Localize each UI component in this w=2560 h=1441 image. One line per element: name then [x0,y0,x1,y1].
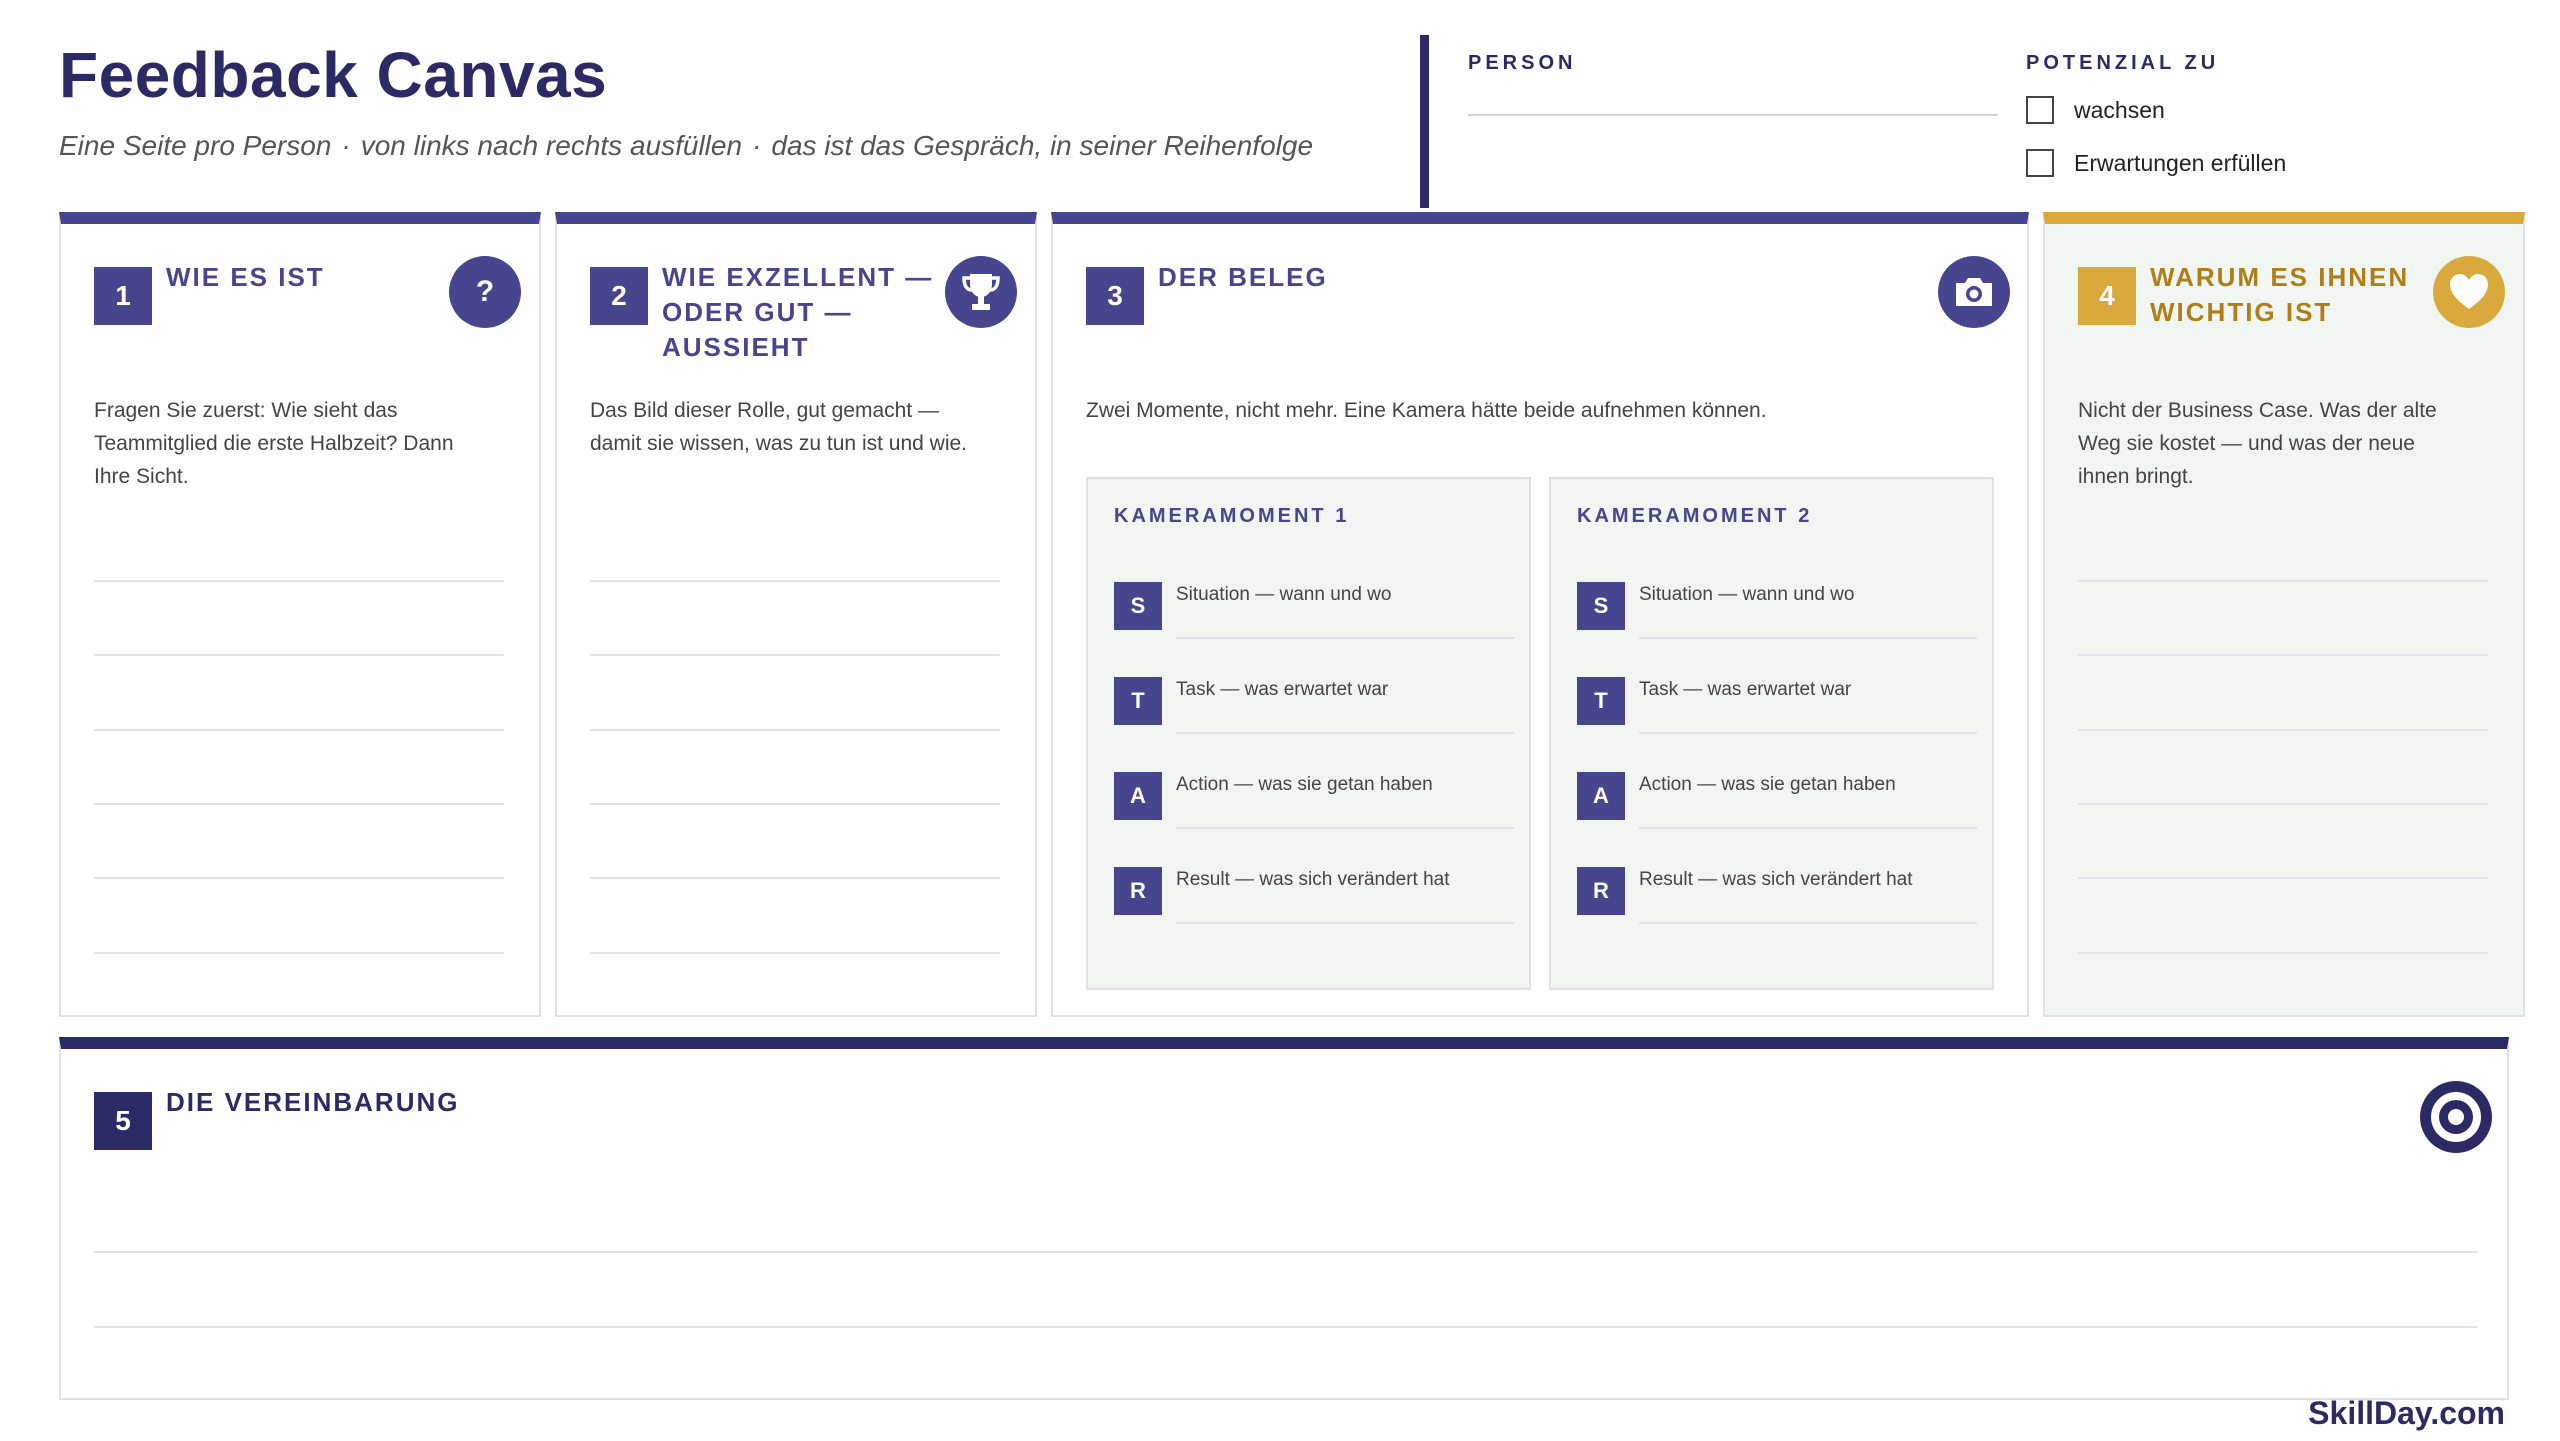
panel-title [166,1085,459,1120]
question-icon [449,256,521,328]
description-line: damit sie wissen, was zu tun ist und wie. [590,432,967,455]
question-mark: ? [475,275,495,308]
panel-der-beleg [1051,212,2029,1017]
star-text: Task — was erwartet war [1176,679,1389,700]
description-line: Zwei Momente, nicht mehr. Eine Kamera hätte beide aufnehmen können. [1086,399,1767,422]
star-line[interactable] [1639,922,1977,924]
star-text: Situation — wann und wo [1176,584,1392,605]
writing-line[interactable] [590,729,1000,731]
writing-line[interactable] [94,580,504,582]
description-line: Weg sie kostet — und was der neue [2078,432,2415,455]
panel-title-line: AUSSIEHT [662,332,810,362]
star-text: Action — was sie getan haben [1639,774,1896,795]
writing-line[interactable] [2078,580,2488,582]
panel-title-line: DER BELEG [1158,262,1328,292]
checkbox-erwartungen[interactable] [2026,149,2054,177]
potential-option-erwartungen[interactable] [2026,149,2286,177]
panel-description [1086,394,1767,427]
star-step-situation[interactable] [1577,582,1977,640]
writing-line[interactable] [2078,952,2488,954]
checkbox-label: wachsen [2074,96,2165,123]
star-step-result[interactable] [1114,867,1514,925]
checkbox-label: Erwartungen erfüllen [2074,149,2287,176]
star-line[interactable] [1176,637,1514,639]
star-text: Situation — wann und wo [1639,584,1855,605]
star-line[interactable] [1639,827,1977,829]
panel-description [94,394,454,493]
writing-line[interactable] [2078,877,2488,879]
writing-line[interactable] [94,654,504,656]
potential-label: POTENZIAL ZU [2026,52,2220,74]
brand-logo-text: SkillDay.com [2308,1395,2505,1431]
star-badge: S [1114,582,1162,630]
header-divider [1420,35,1429,208]
star-line[interactable] [1639,637,1977,639]
writing-line[interactable] [94,1326,2477,1328]
panel-title [166,260,325,295]
star-step-action[interactable] [1114,772,1514,830]
subtitle-separator: · [341,130,351,161]
writing-line[interactable] [2078,803,2488,805]
writing-line[interactable] [590,580,1000,582]
star-badge: R [1577,867,1625,915]
description-line: Nicht der Business Case. Was der alte [2078,399,2437,422]
camera-moment-card [1086,477,1531,990]
star-line[interactable] [1176,827,1514,829]
panel-title-line: ODER GUT — [662,297,853,327]
panel-title [1158,260,1328,295]
panel-number: 5 [94,1092,152,1150]
camera-moment-title: KAMERAMOMENT 1 [1114,505,1350,527]
panel-title [2150,260,2409,330]
subtitle-part: Eine Seite pro Person [59,130,332,161]
panel-title-line: DIE VEREINBARUNG [166,1087,460,1117]
star-badge: R [1114,867,1162,915]
star-badge: S [1577,582,1625,630]
heart-icon [2433,256,2505,328]
writing-line[interactable] [94,729,504,731]
writing-line[interactable] [94,1251,2477,1253]
description-line: Ihre Sicht. [94,465,189,488]
star-badge: A [1114,772,1162,820]
panel-number: 4 [2078,267,2136,325]
writing-line[interactable] [94,803,504,805]
page-title: Feedback Canvas [59,39,608,111]
description-line: ihnen bringt. [2078,465,2194,488]
panel-number: 2 [590,267,648,325]
star-step-action[interactable] [1577,772,1977,830]
writing-line[interactable] [2078,654,2488,656]
panel-wie-exzellent [555,212,1037,1017]
star-text: Task — was erwartet war [1639,679,1852,700]
writing-line[interactable] [590,877,1000,879]
page-subtitle [59,130,1313,162]
camera-icon [1938,256,2010,328]
person-label: PERSON [1468,52,1577,74]
panel-number: 3 [1086,267,1144,325]
camera-moment-title: KAMERAMOMENT 2 [1577,505,1813,527]
checkbox-wachsen[interactable] [2026,96,2054,124]
star-step-situation[interactable] [1114,582,1514,640]
star-badge: T [1114,677,1162,725]
star-line[interactable] [1639,732,1977,734]
panel-title-line: WICHTIG IST [2150,297,2333,327]
star-text: Action — was sie getan haben [1176,774,1433,795]
star-badge: T [1577,677,1625,725]
writing-line[interactable] [590,654,1000,656]
writing-line[interactable] [94,877,504,879]
panel-warum-wichtig [2043,212,2525,1017]
panel-title-line: WIE EXZELLENT — [662,262,934,292]
writing-line[interactable] [590,952,1000,954]
description-line: Das Bild dieser Rolle, gut gemacht — [590,399,939,422]
panel-title-line: WIE ES IST [166,262,325,292]
target-icon [2420,1081,2492,1153]
subtitle-separator: · [752,130,762,161]
description-line: Fragen Sie zuerst: Wie sieht das [94,399,398,422]
star-text: Result — was sich verändert hat [1639,869,1913,890]
star-line[interactable] [1176,922,1514,924]
star-step-task[interactable] [1114,677,1514,735]
potential-option-wachsen[interactable] [2026,96,2165,124]
star-text: Result — was sich verändert hat [1176,869,1450,890]
star-badge: A [1577,772,1625,820]
panel-description [2078,394,2437,493]
panel-title-line: WARUM ES IHNEN [2150,262,2410,292]
panel-description [590,394,967,460]
camera-moment-card [1549,477,1994,990]
trophy-icon [945,256,1017,328]
writing-line[interactable] [2078,729,2488,731]
panel-number: 1 [94,267,152,325]
subtitle-part: von links nach rechts ausfüllen [360,130,743,161]
star-step-task[interactable] [1577,677,1977,735]
star-line[interactable] [1176,732,1514,734]
star-step-result[interactable] [1577,867,1977,925]
writing-line[interactable] [94,952,504,954]
panel-vereinbarung [59,1037,2509,1400]
panel-wie-es-ist [59,212,541,1017]
person-field[interactable] [1468,114,1998,116]
subtitle-part: das ist das Gespräch, in seiner Reihenfolge [771,130,1314,161]
writing-line[interactable] [590,803,1000,805]
panel-title [662,260,933,365]
description-line: Teammitglied die erste Halbzeit? Dann [94,432,454,455]
